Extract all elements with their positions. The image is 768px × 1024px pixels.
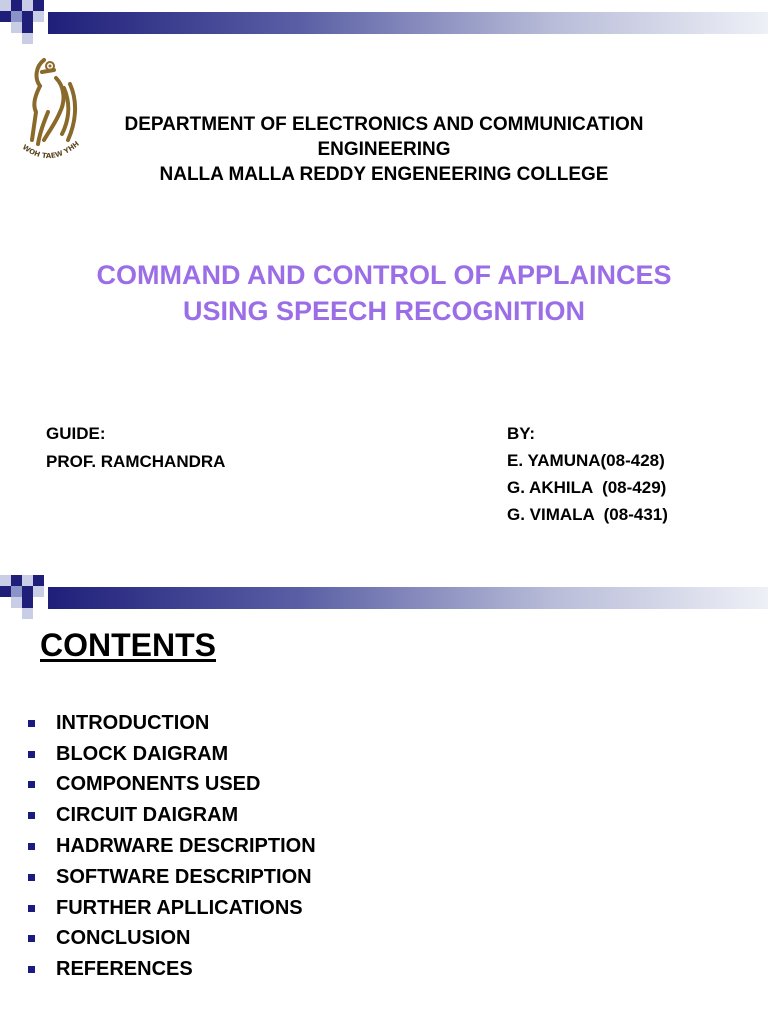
list-item bbox=[28, 708, 316, 739]
list-item-label: FURTHER APLLICATIONS bbox=[56, 896, 303, 919]
header-decoration bbox=[0, 0, 768, 48]
header-decoration bbox=[0, 575, 768, 623]
list-item-label: COMPONENTS USED bbox=[56, 773, 261, 796]
authors-block bbox=[507, 420, 668, 528]
square-bullet-icon bbox=[28, 935, 35, 942]
square-bullet-icon bbox=[28, 905, 35, 912]
department-line-1: DEPARTMENT OF ELECTRONICS AND COMMUNICATION bbox=[124, 114, 644, 135]
square-bullet-icon bbox=[28, 751, 35, 758]
project-title bbox=[40, 257, 728, 329]
square-bullet-icon bbox=[28, 874, 35, 881]
list-item-label: CIRCUIT DAIGRAM bbox=[56, 804, 239, 827]
authors-label: BY: bbox=[507, 424, 536, 443]
list-item bbox=[28, 954, 316, 985]
list-item-label: HADRWARE DESCRIPTION bbox=[56, 835, 316, 858]
svg-text:WOH TAEW YHH bbox=[21, 140, 81, 160]
list-item-label: REFERENCES bbox=[56, 958, 193, 981]
guide-block bbox=[46, 420, 225, 476]
list-item-label: SOFTWARE DESCRIPTION bbox=[56, 865, 312, 888]
square-bullet-icon bbox=[28, 966, 35, 973]
header-gradient-bar bbox=[48, 12, 768, 34]
list-item-label: CONCLUSION bbox=[56, 927, 191, 950]
contents-heading: CONTENTS bbox=[40, 627, 216, 663]
contents-slide bbox=[0, 575, 768, 1024]
author-item: E. YAMUNA(08-428) bbox=[507, 451, 665, 470]
square-bullet-icon bbox=[28, 720, 35, 727]
list-item bbox=[28, 831, 316, 862]
list-item bbox=[28, 770, 316, 801]
list-item bbox=[28, 924, 316, 955]
department-heading bbox=[78, 112, 690, 187]
square-bullet-icon bbox=[28, 812, 35, 819]
emblem-text: WOH TAEW YHH bbox=[20, 139, 81, 161]
square-bullet-icon bbox=[28, 843, 35, 850]
guide-label: GUIDE: bbox=[46, 424, 106, 443]
author-item: G. AKHILA (08-429) bbox=[507, 478, 667, 497]
author-item: G. VIMALA (08-431) bbox=[507, 505, 668, 524]
project-title-line-2: USING SPEECH RECOGNITION bbox=[182, 296, 586, 326]
list-item bbox=[28, 800, 316, 831]
list-item bbox=[28, 739, 316, 770]
list-item-label: INTRODUCTION bbox=[56, 711, 210, 734]
guide-name: PROF. RAMCHANDRA bbox=[46, 452, 226, 471]
college-emblem-logo bbox=[14, 52, 86, 174]
list-item-label: BLOCK DAIGRAM bbox=[56, 742, 229, 765]
contents-list bbox=[28, 708, 316, 985]
square-bullet-icon bbox=[28, 781, 35, 788]
list-item bbox=[28, 893, 316, 924]
project-title-line-1: COMMAND AND CONTROL OF APPLAINCES bbox=[96, 260, 672, 290]
list-item bbox=[28, 862, 316, 893]
college-name: NALLA MALLA REDDY ENGENEERING COLLEGE bbox=[159, 164, 609, 185]
header-gradient-bar bbox=[48, 587, 768, 609]
department-line-2: ENGINEERING bbox=[317, 139, 451, 160]
